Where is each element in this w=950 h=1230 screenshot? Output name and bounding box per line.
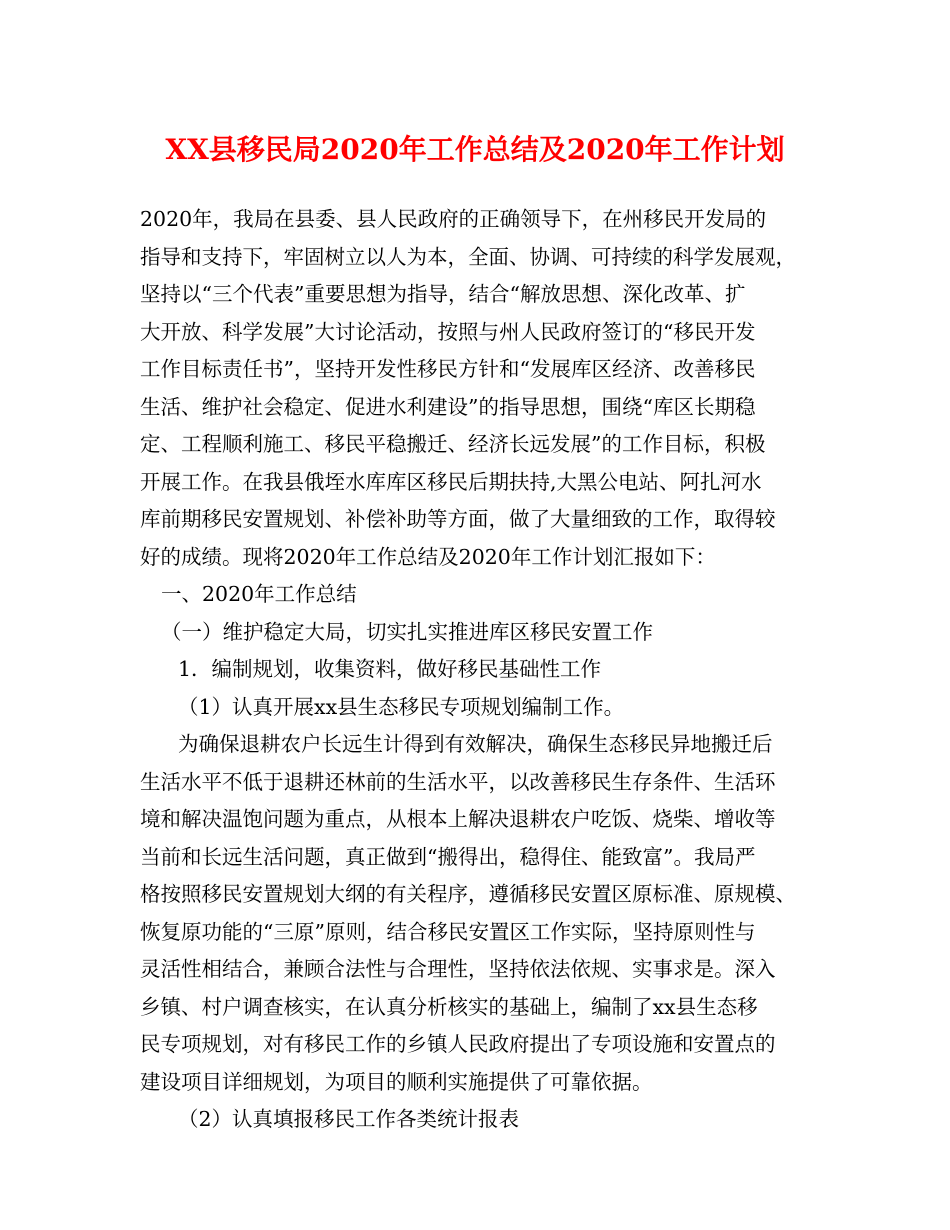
body-line: 境和解决温饱问题为重点，从根本上解决退耕农户吃饭、烧柴、增收等 bbox=[140, 807, 776, 831]
body-line: 好的成绩。现将2020年工作总结及2020年工作计划汇报如下： bbox=[140, 544, 716, 569]
document-body bbox=[140, 201, 820, 1139]
body-line: 为确保退耕农户长远生计得到有效解决，确保生态移民异地搬迁后 bbox=[178, 732, 773, 756]
body-line: 当前和长远生活问题，真正做到“搬得出，稳得住、能致富”。我局严 bbox=[140, 844, 756, 869]
body-line: 库前期移民安置规划、补偿补助等方面，做了大量细致的工作，取得较 bbox=[140, 507, 776, 531]
body-line: 建设项目详细规划，为项目的顺利实施提供了可靠依据。 bbox=[140, 1069, 653, 1094]
body-line: 生活、维护社会稳定、促进水利建设”的指导思想，围绕“库区长期稳 bbox=[140, 394, 756, 419]
subitem-heading: （2）认真填报移民工作各类统计报表 bbox=[178, 1107, 520, 1131]
body-line: 格按照移民安置规划大纲的有关程序，遵循移民安置区原标准、原规模、 bbox=[140, 882, 796, 906]
body-line: 指导和支持下，牢固树立以人为本，全面、协调、可持续的科学发展观， bbox=[140, 244, 796, 269]
body-line: 生活水平不低于退耕还林前的生活水平，以改善移民生存条件、生活环 bbox=[140, 769, 776, 794]
body-line: 开展工作。在我县俄垤水库库区移民后期扶持,大黑公电站、阿扎河水 bbox=[140, 469, 762, 494]
document-title: XX县移民局2020年工作总结及2020年工作计划 bbox=[165, 133, 785, 166]
body-line: 定、工程顺利施工、移民平稳搬迁、经济长远发展”的工作目标，积极 bbox=[140, 432, 766, 456]
section-heading: 一、2020年工作总结 bbox=[161, 582, 357, 606]
body-line: 乡镇、村户调查核实，在认真分析核实的基础上，编制了xx县生态移 bbox=[140, 994, 758, 1019]
body-line: 2020年，我局在县委、县人民政府的正确领导下，在州移民开发局的 bbox=[140, 207, 767, 231]
body-line: 灵活性相结合，兼顾合法性与合理性，坚持依法依规、实事求是。深入 bbox=[140, 957, 776, 981]
body-line: 工作目标责任书”，坚持开发性移民方针和“发展库区经济、改善移民 bbox=[140, 357, 756, 381]
body-line: 大开放、科学发展”大讨论活动，按照与州人民政府签订的“移民开发 bbox=[140, 319, 756, 344]
subitem-heading: （1）认真开展xx县生态移民专项规划编制工作。 bbox=[178, 694, 625, 719]
item-heading: 1．编制规划，收集资料，做好移民基础性工作 bbox=[178, 657, 602, 681]
body-line: 坚持以“三个代表”重要思想为指导，结合“解放思想、深化改革、扩 bbox=[140, 282, 746, 306]
body-line: 民专项规划，对有移民工作的乡镇人民政府提出了专项设施和安置点的 bbox=[140, 1032, 776, 1056]
subsection-heading: （一）维护稳定大局，切实扎实推进库区移民安置工作 bbox=[161, 619, 653, 644]
body-line: 恢复原功能的“三原”原则，结合移民安置区工作实际，坚持原则性与 bbox=[140, 919, 756, 944]
